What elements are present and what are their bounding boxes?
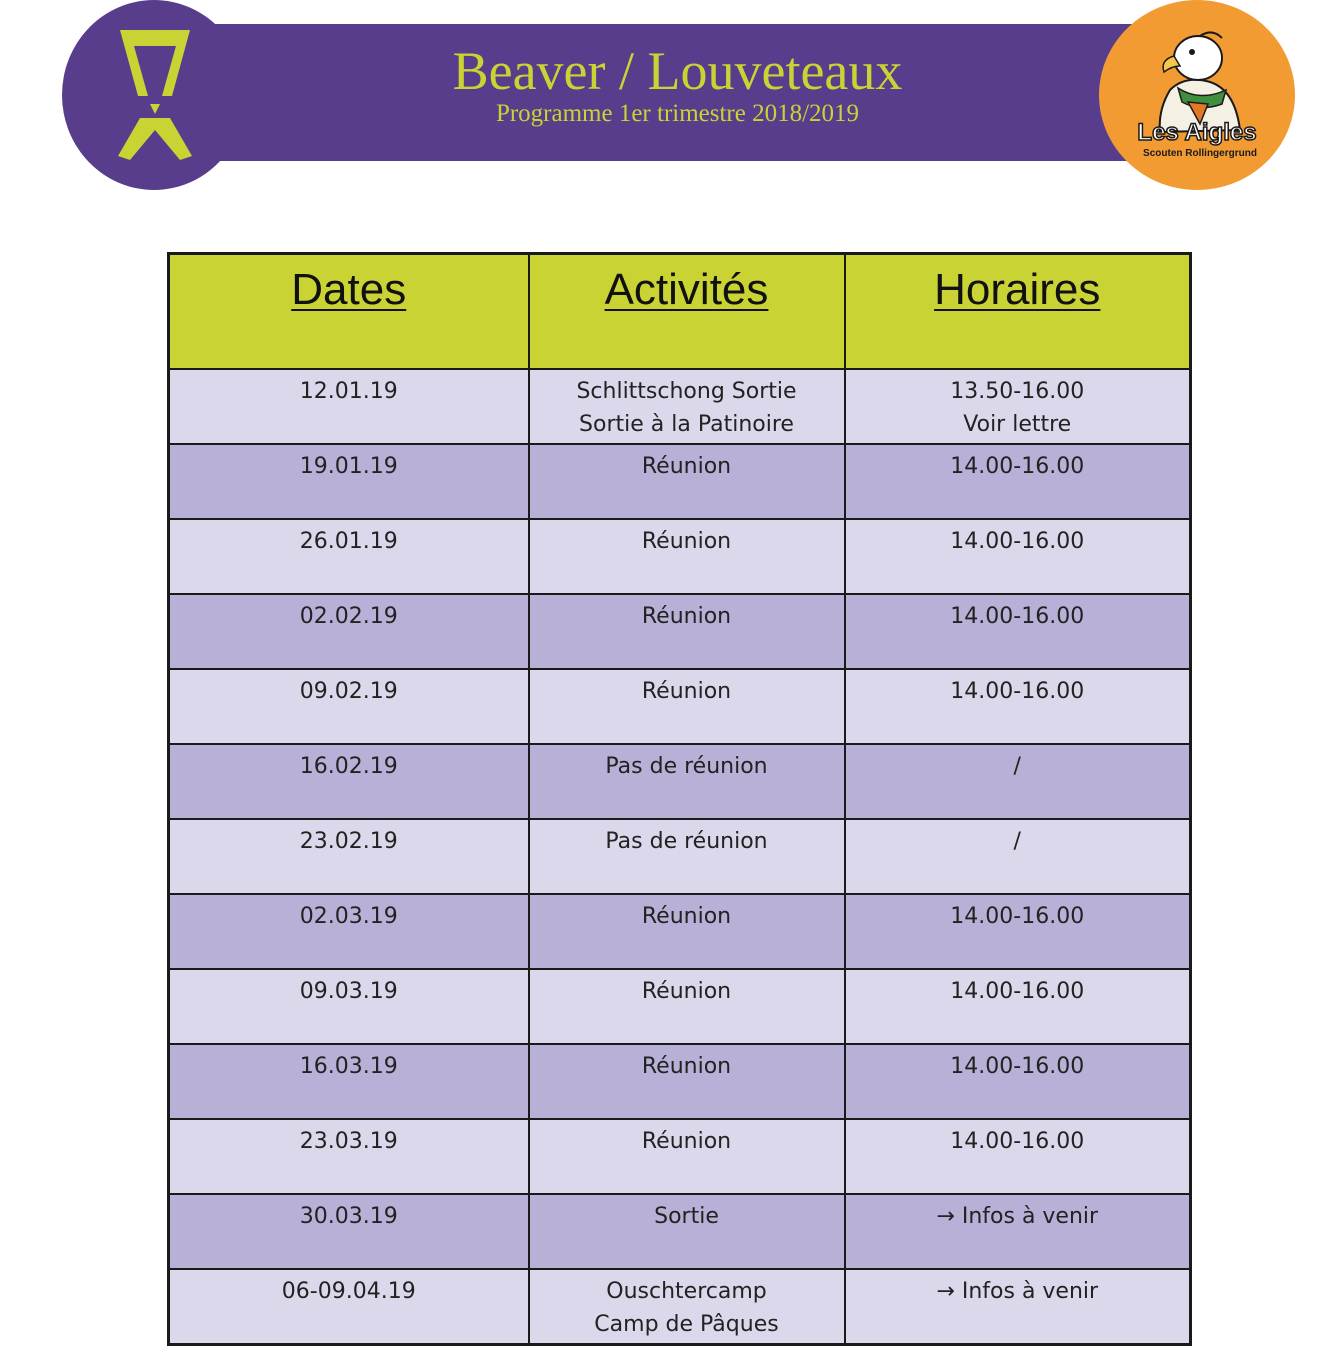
time-text: 14.00-16.00 (950, 904, 1085, 929)
cell-date (169, 444, 529, 519)
activity-text: Réunion (641, 604, 732, 629)
date-text: 23.02.19 (299, 829, 398, 854)
cell-activity (529, 1269, 845, 1345)
time-text: 14.00-16.00 (950, 1054, 1085, 1079)
date-text: 19.01.19 (299, 454, 398, 479)
cell-activity (529, 969, 845, 1044)
table-row (169, 969, 1191, 1044)
cell-activity (529, 369, 845, 444)
time-text: 14.00-16.00 (950, 1129, 1085, 1154)
cell-date (169, 519, 529, 594)
cell-activity (529, 444, 845, 519)
cell-time (845, 669, 1191, 744)
header-times: Horaires (845, 254, 1191, 370)
activity-text: Pas de réunion (605, 754, 768, 779)
cell-activity (529, 1119, 845, 1194)
header-activities: Activités (529, 254, 845, 370)
activity-text: Réunion (641, 1129, 732, 1154)
cell-time (845, 969, 1191, 1044)
logo-tagline: Scouten Rollingergrund (1143, 148, 1257, 159)
date-text: 09.03.19 (299, 979, 398, 1004)
date-text: 09.02.19 (299, 679, 398, 704)
date-text: 12.01.19 (299, 379, 398, 404)
cell-time (845, 369, 1191, 444)
cell-date (169, 1044, 529, 1119)
cell-activity (529, 669, 845, 744)
time-text: 14.00-16.00 (950, 979, 1085, 1004)
table-row (169, 519, 1191, 594)
activity-text: Sortie (654, 1204, 719, 1229)
table-header-row (169, 254, 1191, 370)
table-row (169, 1194, 1191, 1269)
date-text: 30.03.19 (299, 1204, 398, 1229)
activity-text: Réunion (641, 904, 732, 929)
date-text: 23.03.19 (299, 1129, 398, 1154)
cell-date (169, 669, 529, 744)
header-dates: Dates (169, 254, 529, 370)
time-text: 14.00-16.00 (950, 529, 1085, 554)
cell-time (845, 519, 1191, 594)
cell-activity (529, 594, 845, 669)
activity-text: Schlittschong Sortie (576, 379, 797, 404)
table-row (169, 369, 1191, 444)
cell-activity (529, 894, 845, 969)
activity-text: Camp de Pâques (594, 1312, 779, 1337)
table-row (169, 1044, 1191, 1119)
table-row (169, 1119, 1191, 1194)
time-text: 14.00-16.00 (950, 604, 1085, 629)
cell-date (169, 369, 529, 444)
cell-date (169, 819, 529, 894)
page-subtitle: Programme 1er trimestre 2018/2019 (495, 100, 860, 127)
cell-time (845, 1044, 1191, 1119)
cell-date (169, 969, 529, 1044)
cell-activity (529, 744, 845, 819)
date-text: 16.03.19 (299, 1054, 398, 1079)
table-row (169, 744, 1191, 819)
date-text: 02.02.19 (299, 604, 398, 629)
activity-text: Réunion (641, 1054, 732, 1079)
activity-text: Sortie à la Patinoire (579, 412, 794, 437)
time-text: / (1013, 754, 1021, 779)
table-row (169, 669, 1191, 744)
time-text: / (1013, 829, 1021, 854)
schedule-table (167, 252, 1192, 1346)
date-text: 02.03.19 (299, 904, 398, 929)
cell-date (169, 744, 529, 819)
scout-scarf-icon (110, 18, 200, 163)
cell-time (845, 894, 1191, 969)
time-text: 14.00-16.00 (950, 679, 1085, 704)
activity-text: Réunion (641, 679, 732, 704)
logo-name: Les Aigles (1137, 119, 1257, 146)
time-text: 13.50-16.00 (950, 379, 1085, 404)
date-text: 26.01.19 (299, 529, 398, 554)
time-text: Voir lettre (963, 412, 1072, 437)
table-row (169, 444, 1191, 519)
cell-date (169, 1119, 529, 1194)
cell-date (169, 1269, 529, 1345)
cell-date (169, 1194, 529, 1269)
cell-time (845, 1194, 1191, 1269)
cell-date (169, 594, 529, 669)
cell-time (845, 444, 1191, 519)
time-text: → Infos à venir (936, 1204, 1099, 1229)
activity-text: Ouschtercamp (606, 1279, 767, 1304)
activity-text: Réunion (641, 979, 732, 1004)
cell-time (845, 1119, 1191, 1194)
cell-time (845, 1269, 1191, 1345)
cell-activity (529, 519, 845, 594)
table-row (169, 1269, 1191, 1345)
activity-text: Pas de réunion (605, 829, 768, 854)
eagle-mascot-icon (1130, 20, 1265, 170)
table-row (169, 894, 1191, 969)
time-text: → Infos à venir (936, 1279, 1099, 1304)
activity-text: Réunion (641, 529, 732, 554)
date-text: 06-09.04.19 (281, 1279, 416, 1304)
table-row (169, 594, 1191, 669)
schedule-body (169, 369, 1191, 1345)
cell-activity (529, 819, 845, 894)
cell-activity (529, 1044, 845, 1119)
cell-time (845, 594, 1191, 669)
cell-activity (529, 1194, 845, 1269)
activity-text: Réunion (641, 454, 732, 479)
date-text: 16.02.19 (299, 754, 398, 779)
cell-date (169, 894, 529, 969)
time-text: 14.00-16.00 (950, 454, 1085, 479)
cell-time (845, 819, 1191, 894)
page-title: Beaver / Louveteaux (452, 41, 903, 101)
cell-time (845, 744, 1191, 819)
table-row (169, 819, 1191, 894)
